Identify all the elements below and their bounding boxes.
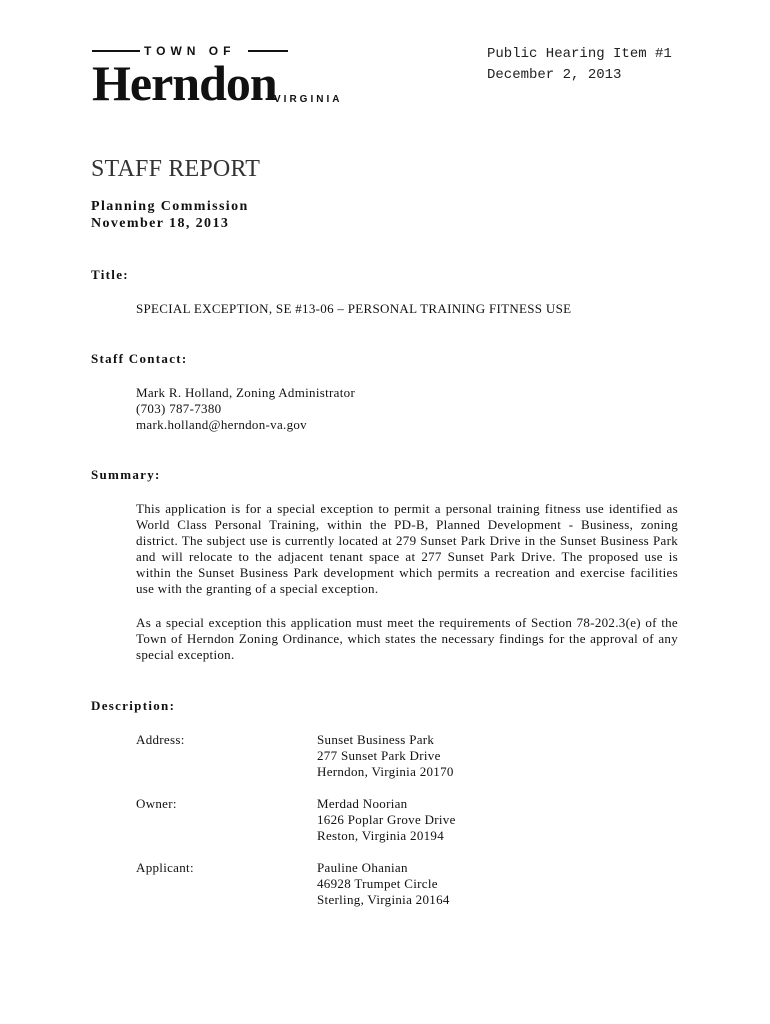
contact-name: Mark R. Holland, Zoning Administrator xyxy=(136,385,356,400)
contact-phone: (703) 787-7380 xyxy=(136,401,222,416)
logo-town-text: TOWN OF xyxy=(144,44,236,58)
value-line: Merdad Noorian xyxy=(317,796,408,811)
summary-paragraph-2: As a special exception this application must meet the requirements of Section 78-202.3(e) of the Town of Herndon Zoning Ordinance, which states the necessary findings for the approval of any special exception. xyxy=(136,615,678,662)
summary-paragraph-1: This application is for a special exception to permit a personal training fitness use identified as World Class Personal Training, within the PD-B, Planned Development - Business, zoning district. The subject use is currently located at 279 Sunset Park Drive in the Sunset Business Park and will relocate to the adjacent tenant space at 277 Sunset Park Drive. The proposed use is within the Sunset Business Park development which permits a recreation and exercise facilities use with the granting of a special exception. xyxy=(136,501,678,596)
description-table xyxy=(136,732,696,912)
logo-rule-left xyxy=(92,50,140,52)
hearing-date: December 2, 2013 xyxy=(487,67,622,83)
summary-heading: Summary: xyxy=(91,467,161,482)
commission-name: Planning Commission xyxy=(91,199,249,214)
report-title: STAFF REPORT xyxy=(91,156,261,182)
logo-rule-right xyxy=(248,50,288,52)
commission-date: November 18, 2013 xyxy=(91,216,230,231)
commission-block xyxy=(91,198,249,232)
row-label: Address: xyxy=(136,732,185,747)
contact-block xyxy=(136,385,355,433)
logo-name-text: Herndon xyxy=(92,55,277,111)
contact-heading: Staff Contact: xyxy=(91,351,188,366)
title-text: SPECIAL EXCEPTION, SE #13-06 – PERSONAL TRAINING FITNESS USE xyxy=(136,301,572,316)
logo-state-text: VIRGINIA xyxy=(274,94,343,105)
contact-email: mark.holland@herndon-va.gov xyxy=(136,417,307,432)
value-line: Sterling, Virginia 20164 xyxy=(317,892,450,907)
row-label: Owner: xyxy=(136,796,177,811)
hearing-header xyxy=(487,44,672,86)
hearing-item: Public Hearing Item #1 xyxy=(487,46,672,62)
value-line: 46928 Trumpet Circle xyxy=(317,876,438,891)
value-line: Herndon, Virginia 20170 xyxy=(317,764,454,779)
value-line: 277 Sunset Park Drive xyxy=(317,748,441,763)
row-value xyxy=(317,860,450,908)
row-value xyxy=(317,796,456,844)
row-label: Applicant: xyxy=(136,860,194,875)
title-heading: Title: xyxy=(91,267,129,282)
value-line: Reston, Virginia 20194 xyxy=(317,828,445,843)
town-logo xyxy=(92,44,343,111)
value-line: 1626 Poplar Grove Drive xyxy=(317,812,456,827)
row-value xyxy=(317,732,454,780)
value-line: Sunset Business Park xyxy=(317,732,435,747)
description-heading: Description: xyxy=(91,698,176,713)
value-line: Pauline Ohanian xyxy=(317,860,408,875)
